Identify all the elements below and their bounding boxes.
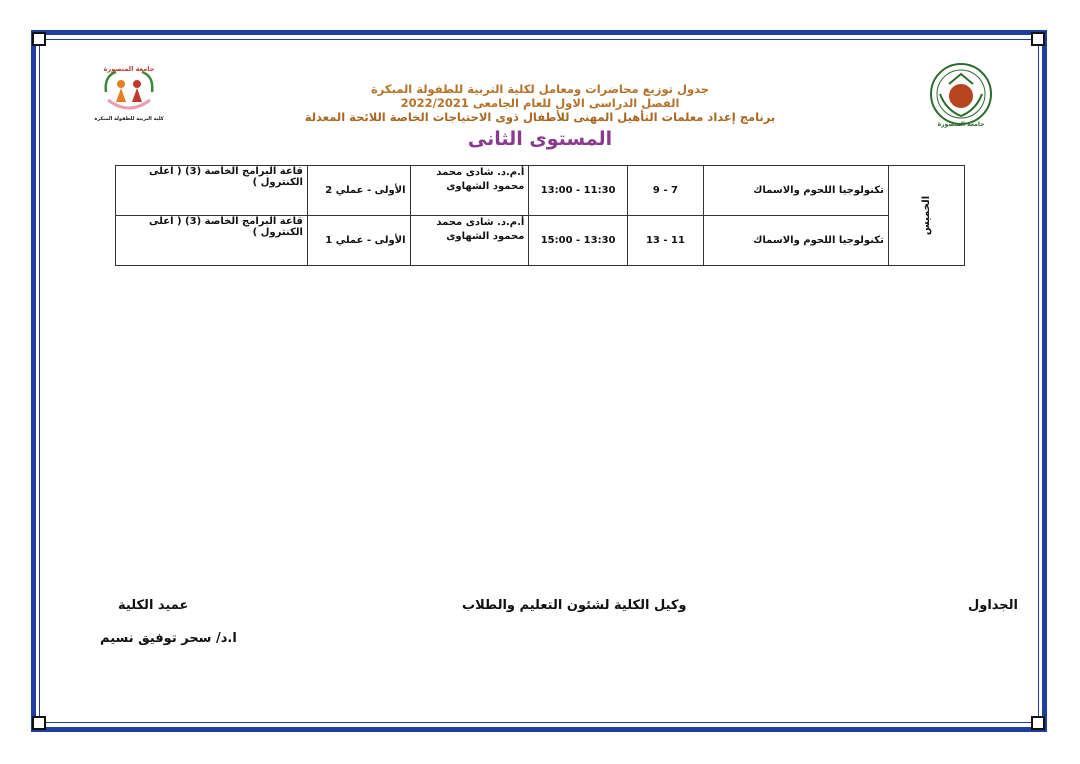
schedule-header <box>290 82 790 150</box>
course-cell: تكنولوجيا اللحوم والاسماك <box>704 166 889 216</box>
header-semester: الفصل الدراسى الاول للعام الجامعى 2022/2021 <box>400 96 680 110</box>
corner-ornament <box>1031 716 1045 730</box>
signature-dean-title: عميد الكلية <box>118 598 189 613</box>
course-cell: تكنولوجيا اللحوم والاسماك <box>704 216 889 266</box>
instructor-cell: أ.م.د. شادى محمد محمود الشهاوى <box>410 166 529 216</box>
corner-ornament <box>32 32 46 46</box>
signature-dean-name: ا.د/ سحر توفيق نسيم <box>100 631 237 646</box>
weeks-cell: 7 - 9 <box>627 166 703 216</box>
signature-tables: الجداول <box>967 598 1018 613</box>
faculty-logo <box>94 62 164 124</box>
room-cell: قاعة البرامج الخاصة (3) ( اعلى الكنترول ) <box>116 216 308 266</box>
schedule-table <box>115 165 965 266</box>
day-cell: الخميس <box>888 166 964 266</box>
emblem-text: جامعة المنصورة <box>937 121 985 128</box>
signature-vice-dean: وكيل الكلية لشئون التعليم والطلاب <box>462 598 687 613</box>
group-cell: الأولى - عملي 2 <box>307 166 410 216</box>
corner-ornament <box>1031 32 1045 46</box>
time-cell: 11:30 - 13:00 <box>529 166 628 216</box>
header-title: جدول توزيع محاضرات ومعامل لكلية التربية للطفولة المبكرة <box>370 82 710 96</box>
weeks-cell: 11 - 13 <box>627 216 703 266</box>
level-title: المستوى الثانى <box>467 128 613 150</box>
table-row <box>116 166 965 216</box>
corner-ornament <box>32 716 46 730</box>
logo-university-text: جامعة المنصورة <box>103 65 155 73</box>
header-program: برنامج إعداد معلمات التأهيل المهنى للأطفال ذوى الاحتياجات الخاصة اللائحة المعدلة <box>304 110 776 124</box>
time-cell: 13:30 - 15:00 <box>529 216 628 266</box>
logo-faculty-text: كلية التربية للطفولة المبكرة <box>94 116 164 122</box>
university-emblem <box>926 58 996 130</box>
instructor-cell: أ.م.د. شادى محمد محمود الشهاوى <box>410 216 529 266</box>
room-cell: قاعة البرامج الخاصة (3) ( اعلى الكنترول ) <box>116 166 308 216</box>
group-cell: الأولى - عملي 1 <box>307 216 410 266</box>
table-row <box>116 216 965 266</box>
